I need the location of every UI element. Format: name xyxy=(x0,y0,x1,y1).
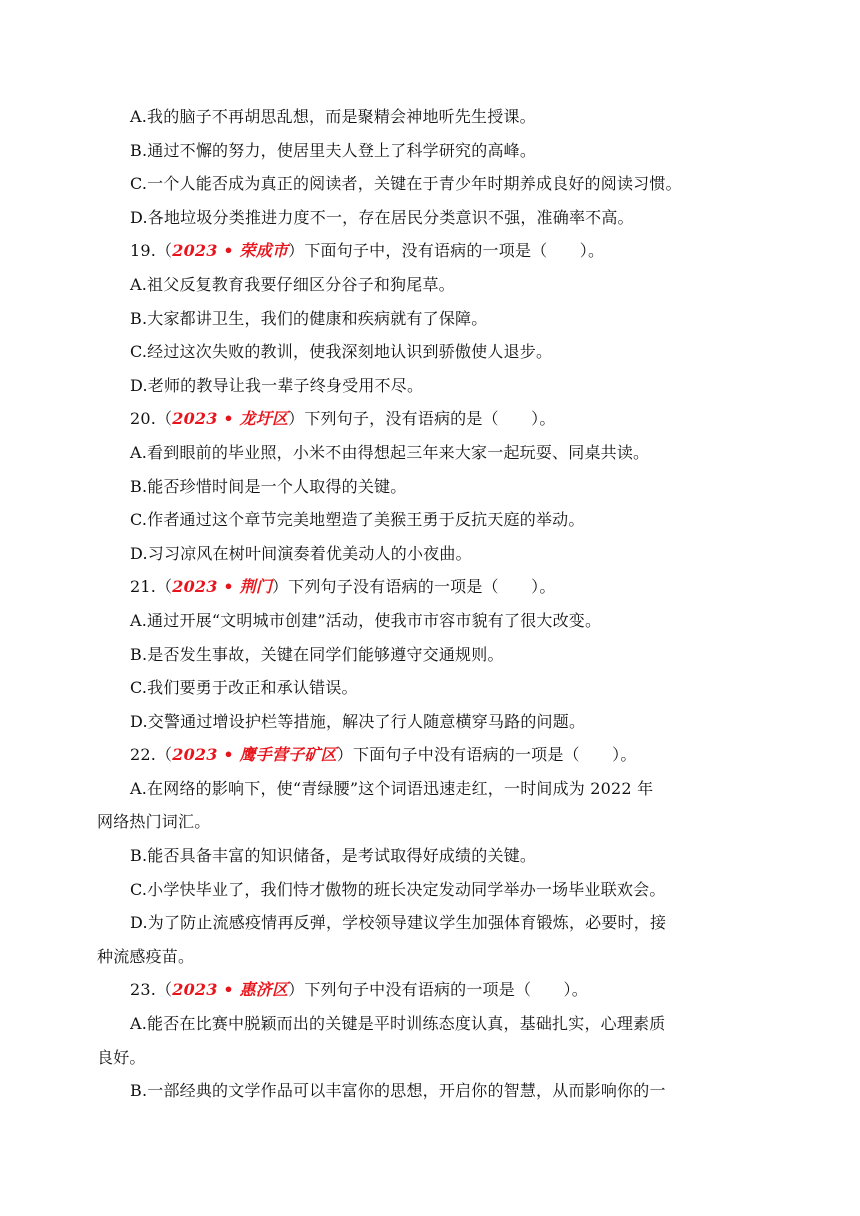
source-tag: 2023 • 荣成市 xyxy=(172,241,289,261)
option-line: D.习习凉风在树叶间演奏着优美动人的小夜曲。 xyxy=(130,543,472,563)
question-list xyxy=(97,100,745,1108)
option-line: A.祖父反复教育我要仔细区分谷子和狗尾草。 xyxy=(130,274,455,294)
question-text: ）下列句子，没有语病的是（ ）。 xyxy=(288,409,556,429)
option-line: B.能否具备丰富的知识储备，是考试取得好成绩的关键。 xyxy=(130,846,537,866)
option-line: C.一个人能否成为真正的阅读者，关键在于青少年时期养成良好的阅读习惯。 xyxy=(130,174,682,194)
option-line: B.是否发生事故，关键在同学们能够遵守交通规则。 xyxy=(130,644,504,664)
option-line: A.能否在比赛中脱颖而出的关键是平时训练态度认真，基础扎实，心理素质 xyxy=(130,1014,666,1034)
option-line: C.我们要勇于改正和承认错误。 xyxy=(130,678,358,698)
source-tag: 2023 • 鹰手营子矿区 xyxy=(172,745,337,765)
option-line: D.各地垃圾分类推进力度不一，存在居民分类意识不强，准确率不高。 xyxy=(130,207,634,227)
option-line-continued: 网络热门词汇。 xyxy=(97,812,211,832)
option-line: A.通过开展“文明城市创建”活动，使我市市容市貌有了很大改变。 xyxy=(130,610,602,630)
option-line: D.为了防止流感疫情再反弹，学校领导建议学生加强体育锻炼，必要时，接 xyxy=(130,913,667,933)
option-line-continued: 种流感疫苗。 xyxy=(97,946,195,966)
option-line: C.小学快毕业了，我们恃才傲物的班长决定发动同学举办一场毕业联欢会。 xyxy=(130,879,666,899)
question-stem xyxy=(130,738,745,772)
question-number: 21.（ xyxy=(130,577,173,597)
source-tag: 2023 • 荆门 xyxy=(172,577,272,597)
question-text: ）下面句子中，没有语病的一项是（ ）。 xyxy=(288,241,605,261)
question-number: 20.（ xyxy=(130,409,173,429)
option-line: B.大家都讲卫生，我们的健康和疾病就有了保障。 xyxy=(130,308,488,328)
option-line: A.我的脑子不再胡思乱想，而是聚精会神地听先生授课。 xyxy=(130,107,536,126)
option-line: C.经过这次失败的教训，使我深刻地认识到骄傲使人退步。 xyxy=(130,342,553,362)
option-line: A.在网络的影响下，使“青绿腰”这个词语迅速走红，一时间成为 2022 年 xyxy=(130,778,654,798)
option-line: D.老师的教导让我一辈子终身受用不尽。 xyxy=(130,375,424,395)
option-line: D.交警通过增设护栏等措施，解决了行人随意横穿马路的问题。 xyxy=(130,711,586,731)
question-number: 23.（ xyxy=(130,980,173,1000)
source-tag: 2023 • 惠济区 xyxy=(172,980,289,1000)
question-text: ）下面句子中没有语病的一项是（ ）。 xyxy=(336,745,637,765)
question-number: 22.（ xyxy=(130,745,173,765)
question-text: ）下列句子没有语病的一项是（ ）。 xyxy=(271,577,556,597)
option-line: B.能否珍惜时间是一个人取得的关键。 xyxy=(130,476,407,496)
option-line: B.通过不懈的努力，使居里夫人登上了科学研究的高峰。 xyxy=(130,140,537,160)
question-number: 19.（ xyxy=(130,241,173,261)
source-tag: 2023 • 龙圩区 xyxy=(172,409,289,429)
question-stem xyxy=(130,570,745,604)
question-stem xyxy=(130,973,745,1007)
option-line-continued: 良好。 xyxy=(97,1047,146,1067)
option-line: A.看到眼前的毕业照，小米不由得想起三年来大家一起玩耍、同桌共读。 xyxy=(130,442,650,462)
option-line: B.一部经典的文学作品可以丰富你的思想，开启你的智慧，从而影响你的一 xyxy=(130,1081,666,1101)
question-stem xyxy=(130,234,745,268)
question-stem xyxy=(130,402,745,436)
question-text: ）下列句子中没有语病的一项是（ ）。 xyxy=(288,980,588,1000)
option-line: C.作者通过这个章节完美地塑造了美猴王勇于反抗天庭的举动。 xyxy=(130,510,585,530)
